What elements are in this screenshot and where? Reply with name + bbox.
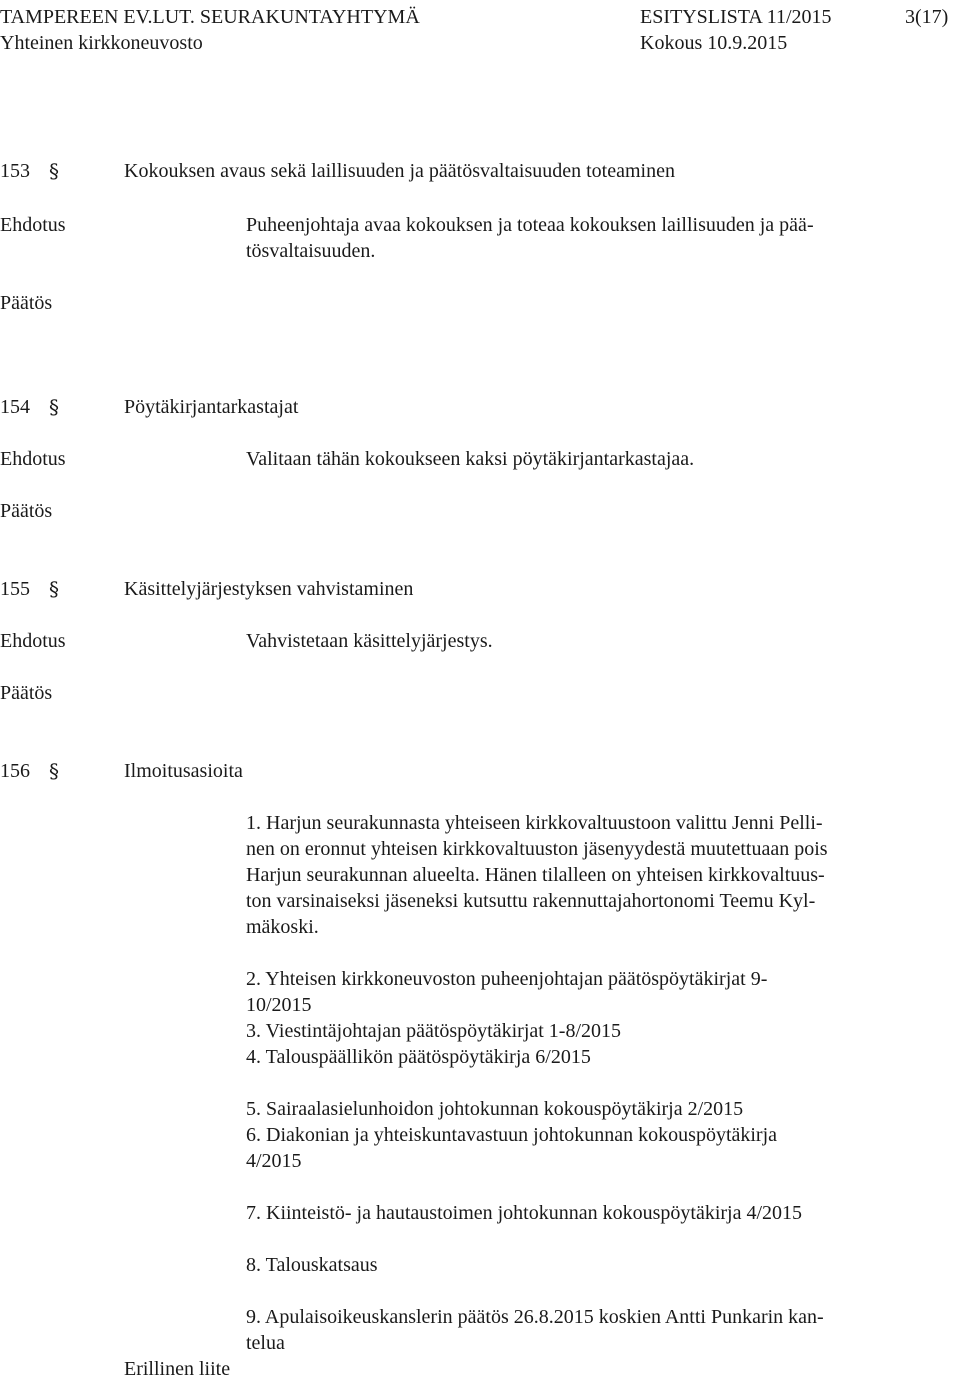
svg-text:§: §	[49, 395, 59, 419]
header-board: Yhteinen kirkkoneuvosto	[0, 32, 203, 54]
section-155-decision-label: Päätös	[0, 682, 53, 704]
section-155-proposal-line-1: Vahvistetaan käsittelyjärjestys.	[246, 630, 493, 652]
notice-3: 3. Viestintäjohtajan päätöspöytäkirjat 1-8/2015	[246, 1020, 622, 1042]
notice-5: 5. Sairaalasielunhoidon johtokunnan kokouspöytäkirja 2/2015	[246, 1098, 744, 1120]
header-organization: TAMPEREEN EV.LUT. SEURAKUNTAYHTYMÄ	[0, 6, 420, 28]
header-page-number: 3(17)	[905, 6, 949, 28]
notice-1-line-3: Harjun seurakunnan alueelta. Hänen tilalleen on yhteisen kirkkovaltuus-	[246, 864, 825, 886]
header-agenda-id: ESITYSLISTA 11/2015	[640, 6, 832, 28]
header-meeting-date: Kokous 10.9.2015	[640, 32, 788, 54]
section-154-number: 154	[0, 396, 30, 418]
section-156-number: 156	[0, 760, 30, 782]
svg-text:§: §	[49, 577, 59, 601]
section-154-proposal-label: Ehdotus	[0, 448, 66, 470]
notice-1-line-2: nen on eronnut yhteisen kirkkovaltuuston jäsenyydestä muutettuaan pois	[246, 838, 828, 860]
section-sign-icon	[45, 158, 65, 184]
section-154-decision-label: Päätös	[0, 500, 53, 522]
section-sign-icon	[45, 394, 65, 420]
section-153-proposal-label: Ehdotus	[0, 214, 66, 236]
section-154-title: Pöytäkirjantarkastajat	[124, 396, 299, 418]
attachment-label: Erillinen liite	[124, 1358, 231, 1380]
section-155-proposal-label: Ehdotus	[0, 630, 66, 652]
notices-list	[246, 810, 906, 1356]
notice-1-line-1: 1. Harjun seurakunnasta yhteiseen kirkkovaltuustoon valittu Jenni Pelli-	[246, 812, 823, 834]
section-155-title: Käsittelyjärjestyksen vahvistaminen	[124, 578, 414, 600]
section-154-proposal-line-1: Valitaan tähän kokoukseen kaksi pöytäkirjantarkastajaa.	[246, 448, 695, 470]
section-153-proposal-line-1: Puheenjohtaja avaa kokouksen ja toteaa kokouksen laillisuuden ja pää-	[246, 214, 814, 236]
svg-text:§: §	[49, 159, 59, 183]
section-sign-icon	[45, 576, 65, 602]
notice-2-line-1: 2. Yhteisen kirkkoneuvoston puheenjohtajan päätöspöytäkirjat 9-	[246, 968, 768, 990]
section-153-decision-label: Päätös	[0, 292, 53, 314]
notice-9-line-2: telua	[246, 1332, 285, 1354]
section-155-number: 155	[0, 578, 30, 600]
notice-1-line-5: mäkoski.	[246, 916, 319, 938]
notice-8: 8. Talouskatsaus	[246, 1254, 378, 1276]
section-156-title: Ilmoitusasioita	[124, 760, 243, 782]
section-153-proposal-line-2: tösvaltaisuuden.	[246, 240, 376, 262]
svg-text:§: §	[49, 759, 59, 783]
notice-2-line-2: 10/2015	[246, 994, 312, 1016]
section-153-title: Kokouksen avaus sekä laillisuuden ja päätösvaltaisuuden toteaminen	[124, 160, 675, 182]
notice-4: 4. Talouspäällikön päätöspöytäkirja 6/2015	[246, 1046, 591, 1068]
notice-6-line-2: 4/2015	[246, 1150, 302, 1172]
notice-6-line-1: 6. Diakonian ja yhteiskuntavastuun johtokunnan kokouspöytäkirja	[246, 1124, 778, 1146]
notice-9-line-1: 9. Apulaisoikeuskanslerin päätös 26.8.2015 koskien Antti Punkarin kan-	[246, 1306, 824, 1328]
notice-7: 7. Kiinteistö- ja hautaustoimen johtokunnan kokouspöytäkirja 4/2015	[246, 1202, 803, 1224]
section-153-number: 153	[0, 160, 30, 182]
notice-1-line-4: ton varsinaiseksi jäseneksi kutsuttu rakennuttajahortonomi Teemu Kyl-	[246, 890, 816, 912]
section-sign-icon	[45, 758, 65, 784]
